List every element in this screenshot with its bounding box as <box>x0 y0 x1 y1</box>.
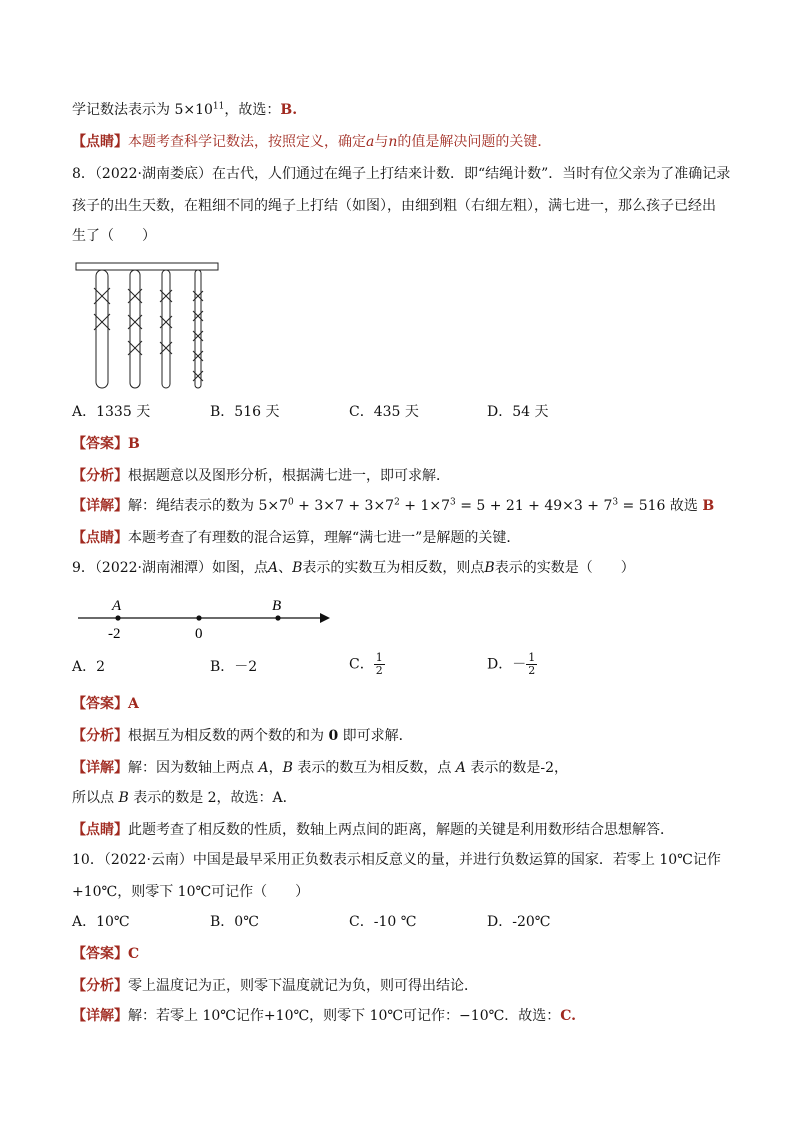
q8-tip-tag: 【点睛】 <box>72 530 128 546</box>
q9-detail2-end: 表示的数是 2，故选：A． <box>128 790 297 806</box>
q8-exp3: 3 <box>450 497 456 508</box>
q9-stem-mid: 表示的实数互为相反数，则点 <box>302 560 485 576</box>
q7-tip-var-n: n <box>388 134 398 150</box>
q10-option-d: D．-20℃ <box>487 914 551 930</box>
q9-tip-line <box>72 820 674 840</box>
q7-tip-and: 与 <box>374 134 389 150</box>
q10-detail-answer: C. <box>560 1008 577 1024</box>
q8-analysis-text: 根据题意以及图形分析，根据满七进一，即可求解． <box>128 468 450 484</box>
q9-analysis-text: 根据互为相反数的两个数的和为 <box>128 728 329 744</box>
q9-detail-b: B <box>282 760 293 776</box>
q7-conclusion-text: 学记数法表示为 5×10 <box>72 102 213 118</box>
q9-detail-tag: 【详解】 <box>72 760 128 776</box>
q7-tip-line <box>72 132 551 152</box>
point-a-value: -2 <box>108 626 121 642</box>
q9-stem-post: 表示的实数是（ ） <box>494 560 635 576</box>
q8-stem-line1: 8．（2022·湖南娄底）在古代，人们通过在绳子上打结来计数．即“结绳计数”．当时有位父亲为了准确记录 <box>72 166 731 182</box>
q8-analysis-tag: 【分析】 <box>72 468 128 484</box>
q8-tip-text: 本题考查了有理数的混合运算，理解“满七进一”是解题的关键． <box>128 530 521 546</box>
q10-detail-line <box>72 1006 576 1026</box>
q8-option-d: D．54 天 <box>487 404 549 420</box>
fraction-numerator: 1 <box>528 651 536 664</box>
q8-detail-p2: + 1×7 <box>399 498 451 514</box>
point-a-label: A <box>112 598 122 614</box>
q8-detail-p4: = 516 故选 <box>618 498 703 514</box>
q7-exponent: 11 <box>212 101 225 112</box>
point-b-label: B <box>272 598 282 614</box>
q10-stem-line2: +10℃，则零下 10℃可记作（ ） <box>72 884 310 900</box>
q10-option-b: B．0℃ <box>210 914 259 930</box>
q9-answer: A <box>128 696 139 712</box>
q9-detail-line1 <box>72 758 568 778</box>
q8-option-a: A．1335 天 <box>72 404 151 420</box>
q9-number-line <box>74 590 336 646</box>
q9-detail-a: A <box>258 760 269 776</box>
q9-detail2-b: B <box>118 790 129 806</box>
q9-point-b2: B <box>484 560 495 576</box>
rope-bar <box>76 263 218 270</box>
point-a-dot <box>115 615 120 620</box>
q8-stem-line2: 孩子的出生天数，在粗细不同的绳子上打结（如图），由细到粗（右细左粗），满七进一，那么孩子已经出 <box>72 198 716 214</box>
q8-tip-line <box>72 528 520 548</box>
rope-1 <box>96 270 108 388</box>
q10-analysis-line <box>72 976 478 996</box>
q10-analysis-tag: 【分析】 <box>72 978 128 994</box>
q9-analysis-line <box>72 726 413 746</box>
q8-detail-line <box>72 496 714 516</box>
q9-option-c <box>349 652 385 677</box>
q10-stem-line1: 10．（2022·云南）中国是最早采用正负数表示相反意义的量，并进行负数运算的国家．若零上 10℃记作 <box>72 852 721 868</box>
q9-stem-pre: 9．（2022·湖南湘潭）如图，点 <box>72 560 268 576</box>
q8-option-c: C．435 天 <box>349 404 419 420</box>
q9-analysis-tag: 【分析】 <box>72 728 128 744</box>
number-line-arrow <box>320 613 330 623</box>
q7-tip-tag: 【点睛】 <box>72 134 128 150</box>
q7-choose-text: ，故选： <box>224 102 281 118</box>
q10-analysis-text: 零上温度记为正，则零下温度就记为负，则可得出结论． <box>128 978 478 994</box>
q9-option-c-letter: C． <box>349 656 374 673</box>
q10-detail-tag: 【详解】 <box>72 1008 128 1024</box>
q9-option-a: A．2 <box>72 659 106 675</box>
q9-detail-end: 表示的数是-2， <box>465 760 568 776</box>
q8-analysis-line <box>72 466 450 486</box>
q9-detail-line2 <box>72 788 297 808</box>
q9-answer-line <box>72 694 139 714</box>
point-b-dot <box>275 615 280 620</box>
q9-analysis-end: 即可求解． <box>338 728 413 744</box>
q9-point-b: B <box>292 560 303 576</box>
q8-stem-line3: 生了（ ） <box>72 228 156 244</box>
point-o-dot <box>196 615 201 620</box>
q9-option-d-letter: D．－ <box>487 656 527 673</box>
q9-tip-text: 此题考查了相反数的性质，数轴上两点间的距离，解题的关键是利用数形结合思想解答． <box>128 822 674 838</box>
q8-knot-rope-figure <box>74 260 224 392</box>
q9-detail-mid: 表示的数互为相反数，点 <box>292 760 456 776</box>
q8-detail-answer: B <box>702 498 715 514</box>
q8-answer-tag: 【答案】 <box>72 436 128 452</box>
q10-option-a: A．10℃ <box>72 914 130 930</box>
q7-tip-var-a: a <box>366 134 375 150</box>
q9-detail2-text: 所以点 <box>72 790 119 806</box>
q9-sep: 、 <box>278 560 293 576</box>
rope-3 <box>162 270 170 388</box>
q8-detail-p3: = 5 + 21 + 49×3 + 7 <box>455 498 613 514</box>
q8-detail-tag: 【详解】 <box>72 498 128 514</box>
q7-tip-end: 的值是解决问题的关键． <box>397 134 552 150</box>
q8-exp0: 0 <box>288 497 294 508</box>
q10-answer-tag: 【答案】 <box>72 946 128 962</box>
rope-4 <box>195 270 201 388</box>
q9-detail-sep: ， <box>268 760 283 776</box>
q9-tip-tag: 【点睛】 <box>72 822 128 838</box>
q10-detail-text: 解：若零上 10℃记作+10℃，则零下 10℃可记作：−10℃．故选： <box>128 1008 561 1024</box>
q8-answer-line <box>72 434 140 454</box>
q9-detail-text: 解：因为数轴上两点 <box>128 760 259 776</box>
q9-stem-line <box>72 558 635 578</box>
q9-option-b: B．－2 <box>210 659 258 675</box>
q9-point-a: A <box>268 560 279 576</box>
q8-exp4: 3 <box>612 497 619 508</box>
q8-detail-text: 解：绳结表示的数为 5×7 <box>128 498 288 514</box>
fraction-denominator: 2 <box>375 664 383 677</box>
q10-answer-line <box>72 944 139 964</box>
q7-conclusion-line <box>72 100 297 120</box>
rope-2 <box>130 270 140 388</box>
q7-tip-text: 本题考查科学记数法，按照定义，确定 <box>128 134 366 150</box>
q9-analysis-zero: 0 <box>328 728 339 744</box>
q10-option-c: C．-10 ℃ <box>349 914 417 930</box>
q9-option-d-fraction <box>526 652 537 677</box>
fraction-numerator: 1 <box>375 651 383 664</box>
q8-exp2: 2 <box>394 497 400 508</box>
q8-option-b: B．516 天 <box>210 404 280 420</box>
point-o-value: 0 <box>195 626 203 642</box>
q8-answer: B <box>128 436 140 452</box>
q10-answer: C <box>128 946 140 962</box>
fraction-denominator: 2 <box>528 664 536 677</box>
q9-option-d <box>487 652 537 677</box>
q7-answer: B. <box>280 102 298 118</box>
q9-answer-tag: 【答案】 <box>72 696 128 712</box>
q9-detail-a2: A <box>455 760 466 776</box>
q8-detail-p1: + 3×7 + 3×7 <box>293 498 395 514</box>
q9-option-c-fraction <box>374 652 385 677</box>
